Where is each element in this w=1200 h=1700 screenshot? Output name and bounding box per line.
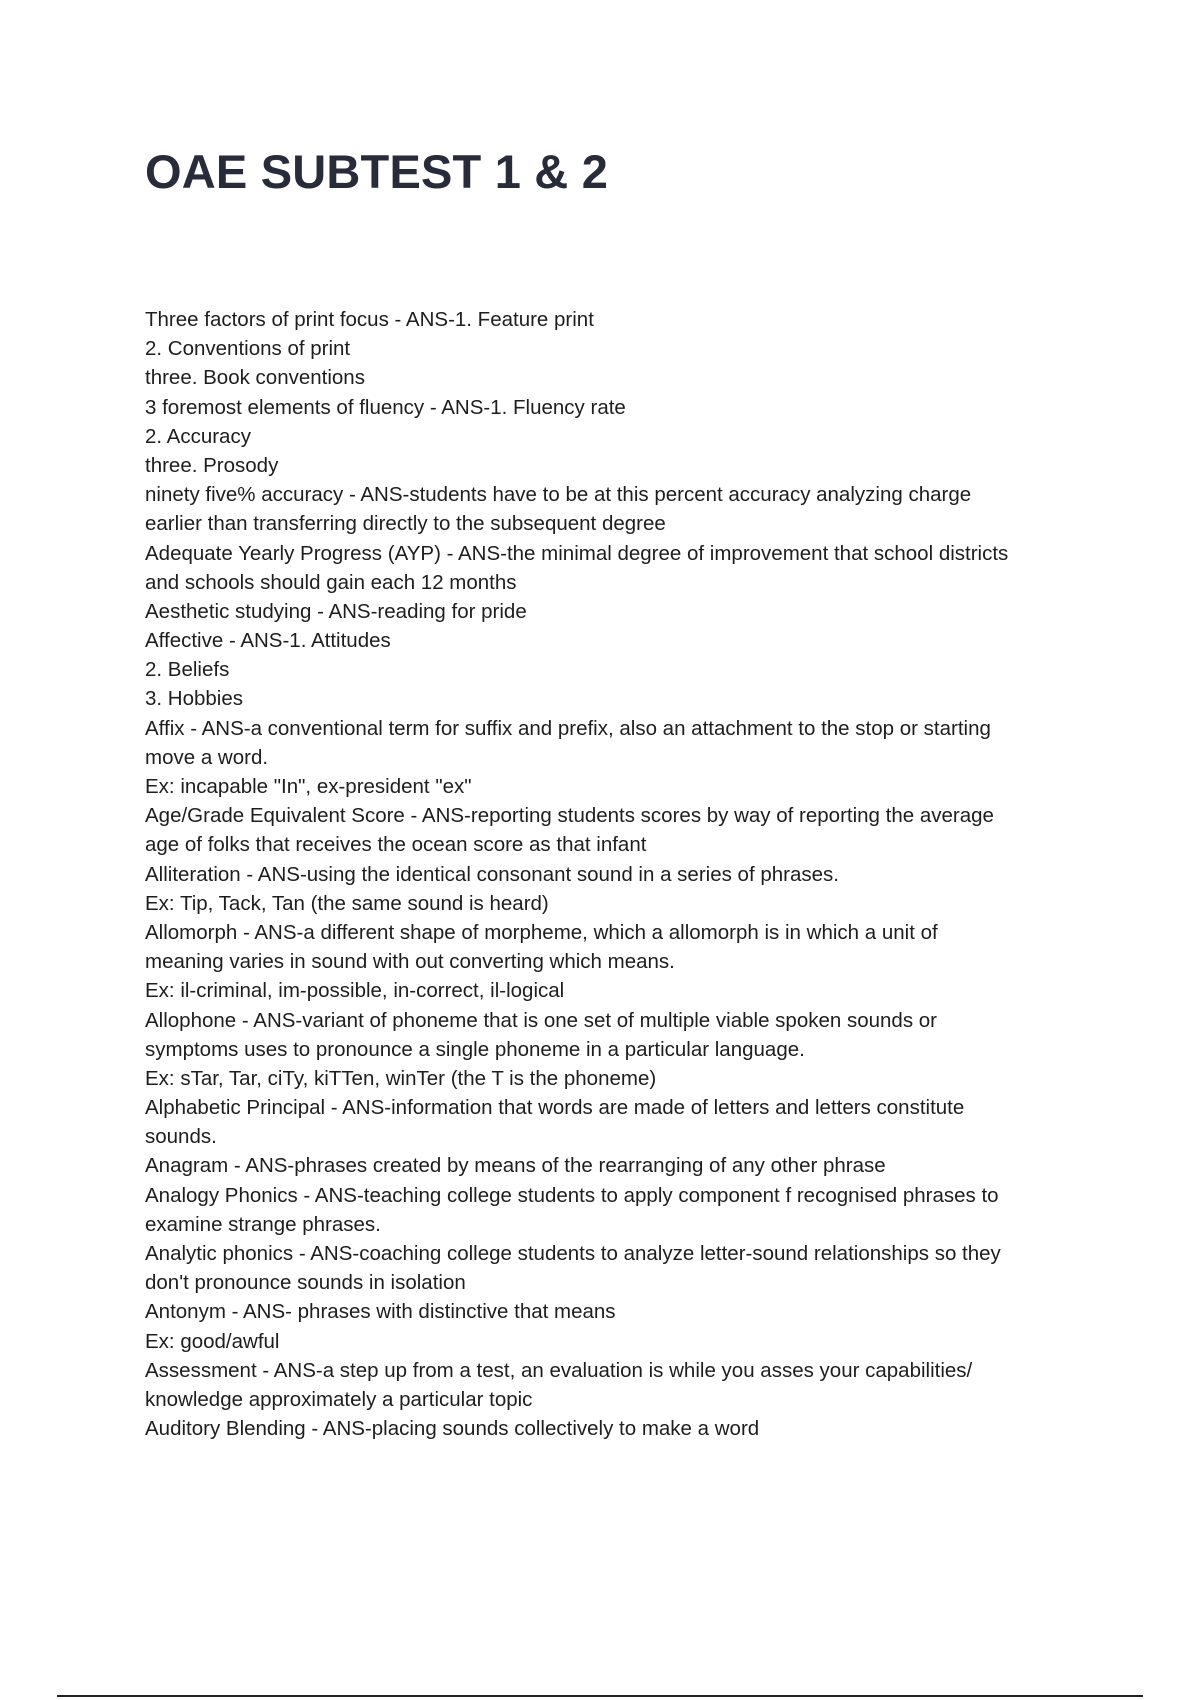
text-line: 3. Hobbies <box>145 687 244 711</box>
text-line: Assessment - ANS-a step up from a test, an evaluation is while you asses your capabilities/ <box>145 1358 973 1382</box>
text-line: Adequate Yearly Progress (AYP) - ANS-the minimal degree of improvement that school districts <box>145 541 1009 565</box>
text-line: ninety five% accuracy - ANS-students have to be at this percent accuracy analyzing charge <box>145 483 972 507</box>
text-line: Analogy Phonics - ANS-teaching college students to apply component f recognised phrases to <box>145 1183 999 1207</box>
text-line: Ex: good/awful <box>145 1329 280 1353</box>
text-line: three. Book conventions <box>145 366 365 390</box>
text-line: Auditory Blending - ANS-placing sounds collectively to make a word <box>145 1417 760 1441</box>
text-line: Ex: il-criminal, im-possible, in-correct, il-logical <box>145 979 565 1003</box>
text-line: Affective - ANS-1. Attitudes <box>145 629 391 653</box>
text-line: three. Prosody <box>145 453 279 477</box>
text-line: earlier than transferring directly to the subsequent degree <box>145 512 666 536</box>
text-line: 2. Beliefs <box>145 658 230 682</box>
text-line: move a word. <box>145 745 269 769</box>
text-line: Three factors of print focus - ANS-1. Feature print <box>145 308 594 331</box>
text-line: examine strange phrases. <box>145 1212 381 1236</box>
text-line: knowledge approximately a particular topic <box>145 1387 533 1411</box>
text-line: and schools should gain each 12 months <box>145 570 517 594</box>
text-line: Aesthetic studying - ANS-reading for pride <box>145 599 527 623</box>
text-line: Ex: Tip, Tack, Tan (the same sound is heard) <box>145 891 549 915</box>
text-line: 2. Conventions of print <box>145 337 351 361</box>
text-line: Age/Grade Equivalent Score - ANS-reporting students scores by way of reporting the average <box>145 804 994 828</box>
text-line: Alliteration - ANS-using the identical consonant sound in a series of phrases. <box>145 862 839 886</box>
footer-divider <box>57 1695 1143 1697</box>
text-line: don't pronounce sounds in isolation <box>145 1271 466 1295</box>
text-line: Anagram - ANS-phrases created by means of the rearranging of any other phrase <box>145 1154 886 1178</box>
text-line: 2. Accuracy <box>145 424 251 448</box>
text-line: Alphabetic Principal - ANS-information that words are made of letters and letters constitute <box>145 1096 965 1120</box>
text-line: 3 foremost elements of fluency - ANS-1. Fluency rate <box>145 395 626 419</box>
text-line: Analytic phonics - ANS-coaching college students to analyze letter-sound relationships so they <box>145 1242 1001 1265</box>
flashcard-text-body <box>145 305 1105 1443</box>
text-line: symptoms uses to pronounce a single phoneme in a particular language. <box>145 1037 805 1061</box>
text-line: Allophone - ANS-variant of phoneme that is one set of multiple viable spoken sounds or <box>145 1008 937 1032</box>
document-title: OAE SUBTEST 1 & 2 <box>145 145 609 198</box>
text-line: Allomorph - ANS-a different shape of morpheme, which a allomorph is in which a unit of <box>145 920 938 944</box>
text-line: age of folks that receives the ocean score as that infant <box>145 833 647 857</box>
text-line: sounds. <box>145 1125 217 1149</box>
text-line: Ex: incapable "In", ex-president "ex" <box>145 775 472 798</box>
text-line: Antonym - ANS- phrases with distinctive that means <box>145 1300 616 1324</box>
text-line: Ex: sTar, Tar, ciTy, kiTTen, winTer (the T is the phoneme) <box>145 1066 657 1090</box>
text-line: meaning varies in sound with out converting which means. <box>145 950 675 974</box>
text-line: Affix - ANS-a conventional term for suffix and prefix, also an attachment to the stop or starting <box>145 716 991 740</box>
